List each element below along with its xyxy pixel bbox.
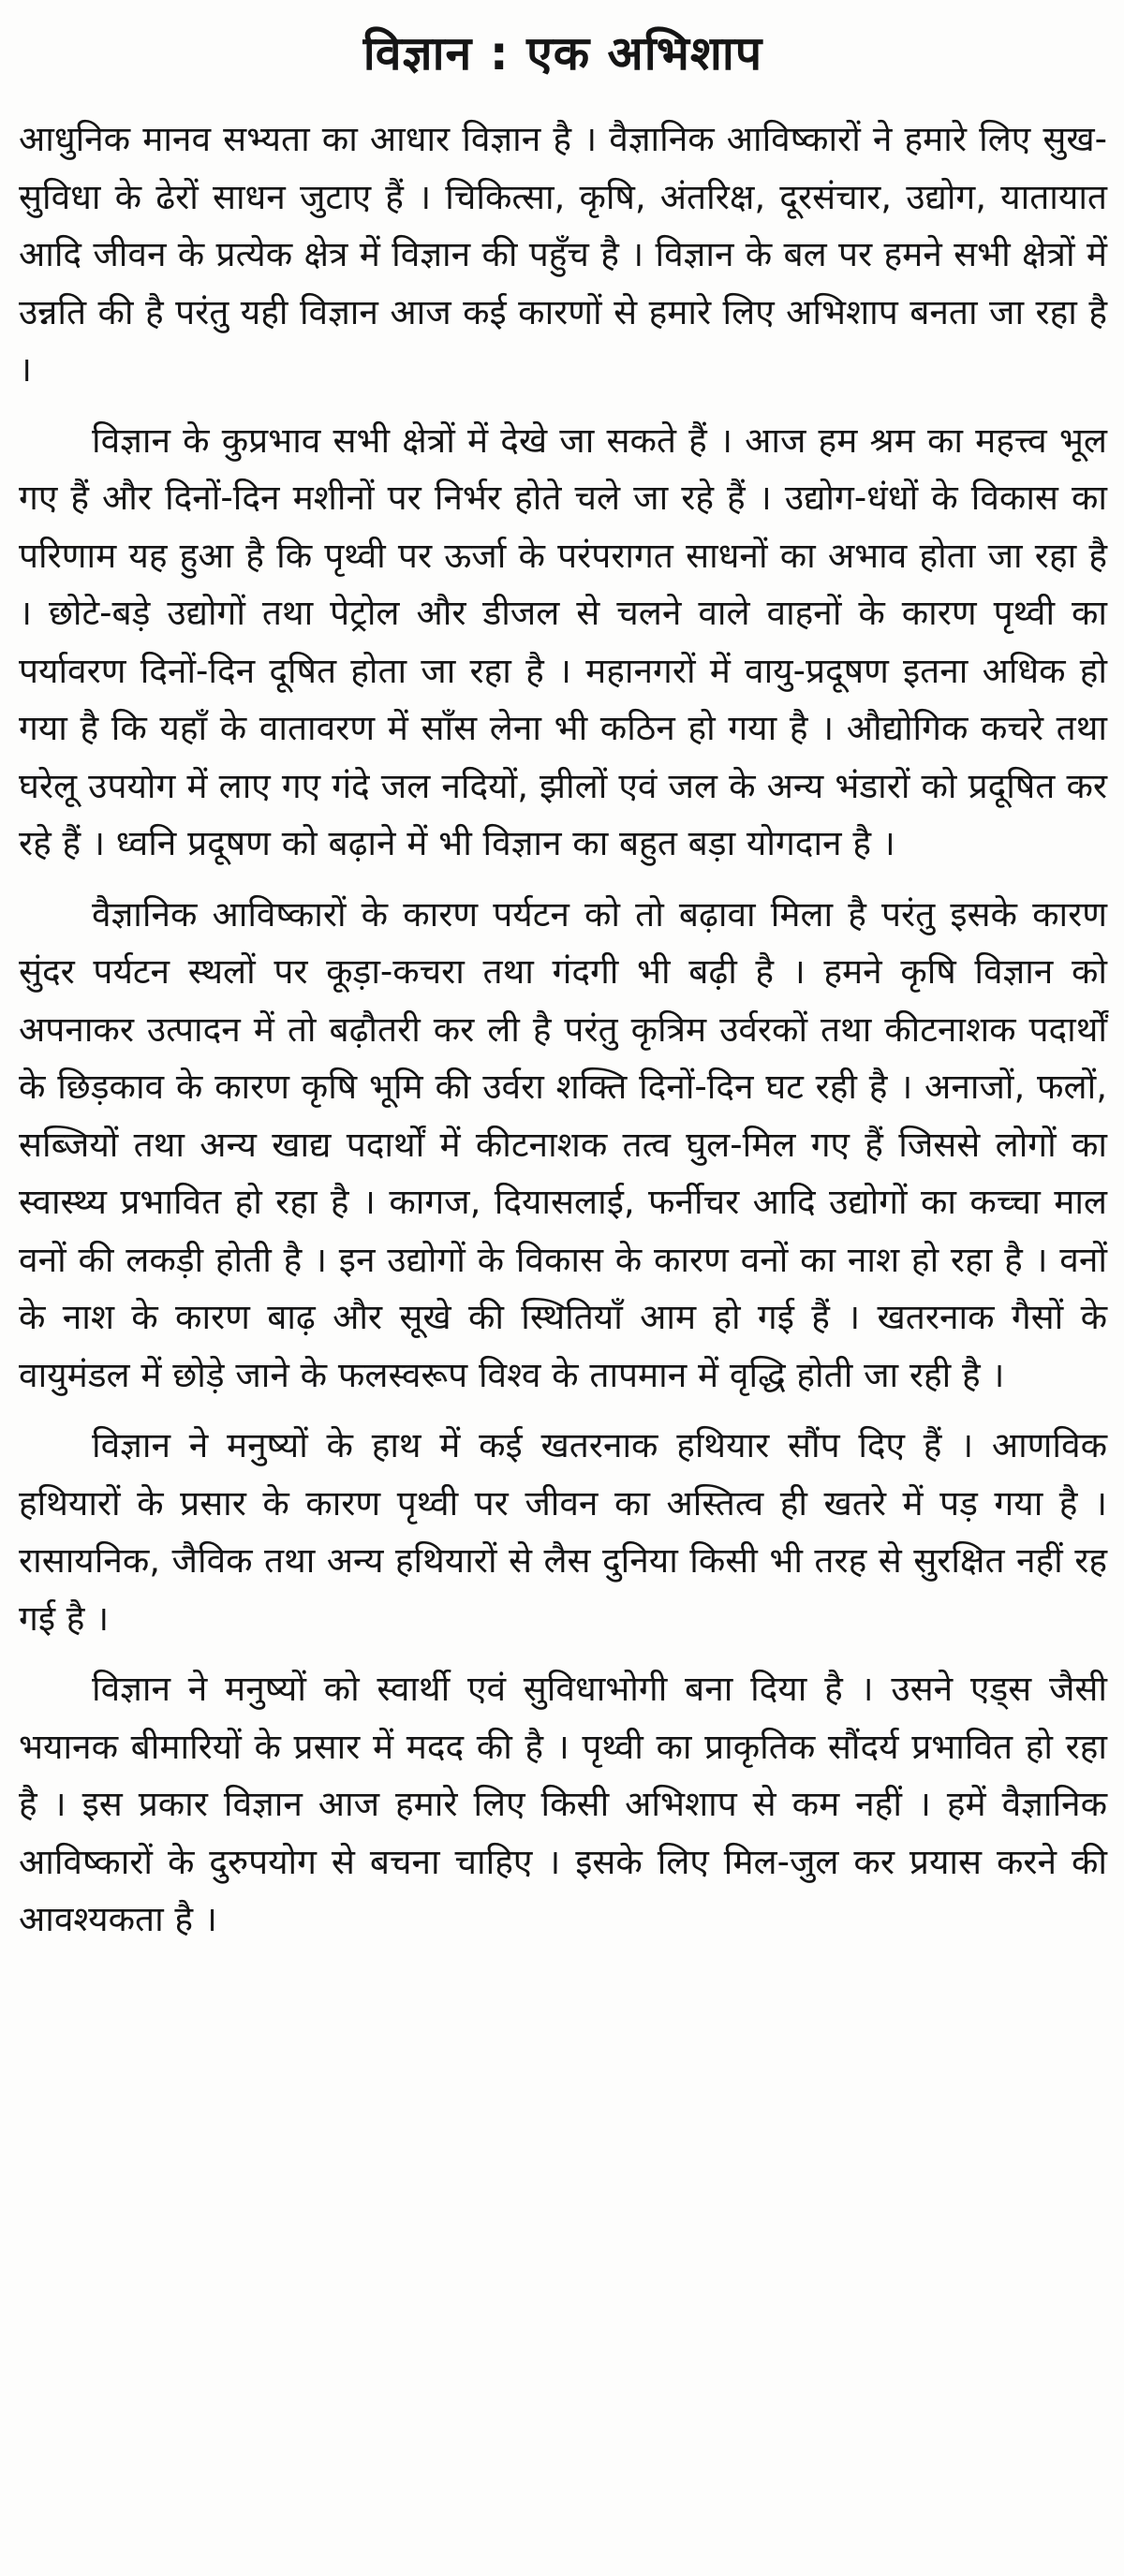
paragraph-conclusion: विज्ञान ने मनुष्यों को स्वार्थी एवं सुविधाभोगी बना दिया है । उसने एड्स जैसी भयानक बीमारियों के प्रसार में मदद की है । पृथ्वी का प्राकृतिक सौंदर्य प्रभावित हो रहा है । इस प्रकार विज्ञान आज हमारे लिए किसी अभिशाप से कम नहीं । हमें वैज्ञानिक आविष्कारों के दुरुपयोग से बचना चाहिए । इसके लिए मिल-जुल कर प्रयास करने की आवश्यकता है । xyxy=(19,1669,1107,1939)
paragraph-ill-effects: विज्ञान के कुप्रभाव सभी क्षेत्रों में देखे जा सकते हैं । आज हम श्रम का महत्त्व भूल गए हैं और दिनों-दिन मशीनों पर निर्भर होते चले जा रहे हैं । उद्योग-धंधों के विकास का परिणाम यह हुआ है कि पृथ्वी पर ऊर्जा के परंपरागत साधनों का अभाव होता जा रहा है । छोटे-बड़े उद्योगों तथा पेट्रोल और डीजल से चलने वाले वाहनों के कारण पृथ्वी का पर्यावरण दिनों-दिन दूषित होता जा रहा है । महानगरों में वायु-प्रदूषण इतना अधिक हो गया है कि यहाँ के वातावरण में साँस लेना भी कठिन हो गया है । औद्योगिक कचरे तथा घरेलू उपयोग में लाए गए गंदे जल नदियों, झीलों एवं जल के अन्य भंडारों को प्रदूषित कर रहे हैं । ध्वनि प्रदूषण को बढ़ाने में भी विज्ञान का बहुत बड़ा योगदान है । xyxy=(19,420,1107,863)
essay-title: विज्ञान : एक अभिशाप xyxy=(362,26,763,81)
paragraph-weapons: विज्ञान ने मनुष्यों के हाथ में कई खतरनाक हथियार सौंप दिए हैं । आणविक हथियारों के प्रसार के कारण पृथ्वी पर जीवन का अस्तित्व ही खतरे में पड़ गया है । रासायनिक, जैविक तथा अन्य हथियारों से लैस दुनिया किसी भी तरह से सुरक्षित नहीं रह गई है । xyxy=(19,1425,1107,1639)
paragraph-intro: आधुनिक मानव सभ्यता का आधार विज्ञान है । वैज्ञानिक आविष्कारों ने हमारे लिए सुख-सुविधा के ढेरों साधन जुटाए हैं । चिकित्सा, कृषि, अंतरिक्ष, दूरसंचार, उद्योग, यातायात आदि जीवन के प्रत्येक क्षेत्र में विज्ञान की पहुँच है । विज्ञान के बल पर हमने सभी क्षेत्रों में उन्नति की है परंतु यही विज्ञान आज कई कारणों से हमारे लिए अभिशाप बनता जा रहा है । xyxy=(19,119,1107,390)
paragraph-tourism-agriculture: वैज्ञानिक आविष्कारों के कारण पर्यटन को तो बढ़ावा मिला है परंतु इसके कारण सुंदर पर्यटन स्थलों पर कूड़ा-कचरा तथा गंदगी भी बढ़ी है । हमने कृषि विज्ञान को अपनाकर उत्पादन में तो बढ़ौतरी कर ली है परंतु कृत्रिम उर्वरकों तथा कीटनाशक पदार्थों के छिड़काव के कारण कृषि भूमि की उर्वरा शक्ति दिनों-दिन घट रही है । अनाजों, फलों, सब्जियों तथा अन्य खाद्य पदार्थों में कीटनाशक तत्व घुल-मिल गए हैं जिससे लोगों का स्वास्थ्य प्रभावित हो रहा है । कागज, दियासलाई, फर्नीचर आदि उद्योगों का कच्चा माल वनों की लकड़ी होती है । इन उद्योगों के विकास के कारण वनों का नाश हो रहा है । वनों के नाश के कारण बाढ़ और सूखे की स्थितियाँ आम हो गई हैं । खतरनाक गैसों के वायुमंडल में छोड़े जाने के फलस्वरूप विश्व के तापमान में वृद्धि होती जा रही है । xyxy=(19,893,1107,1395)
